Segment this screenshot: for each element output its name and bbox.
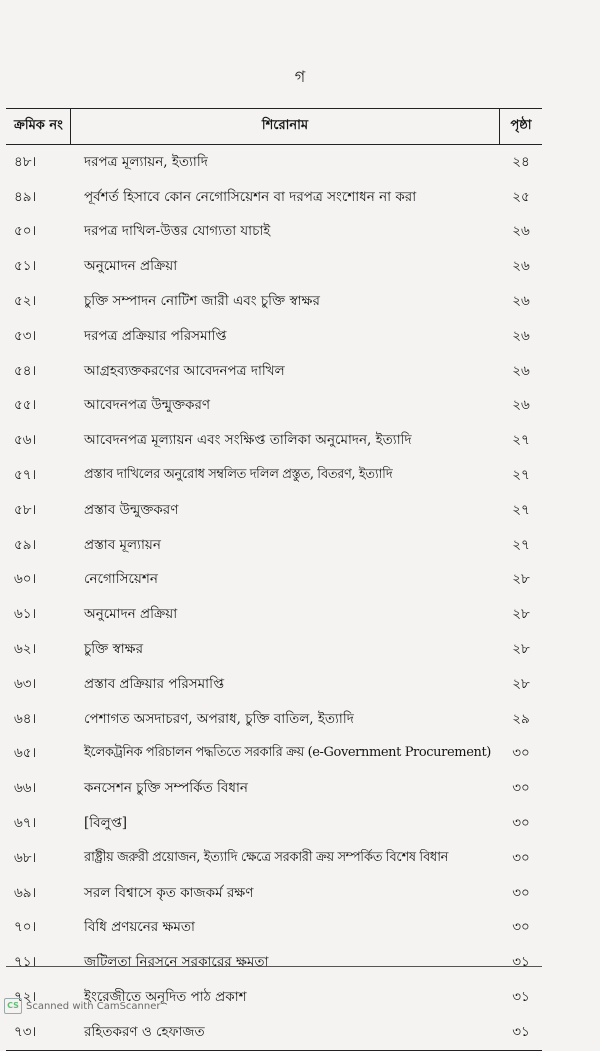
table-row	[6, 911, 542, 946]
row-title: চুক্তি স্বাক্ষর	[84, 641, 144, 658]
row-page: ২৬	[512, 397, 530, 414]
row-serial: ৬০।	[14, 571, 37, 588]
scanner-watermark	[4, 998, 161, 1014]
row-page: ২৬	[512, 362, 530, 379]
row-title: আবেদনপত্র মূল্যায়ন এবং সংক্ষিপ্ত তালিকা অনুমোদন, ইত্যাদি	[84, 432, 412, 449]
row-title: নেগোসিয়েশন	[84, 571, 158, 588]
row-serial: ৬৫।	[14, 745, 37, 762]
row-serial: ৬৮।	[14, 849, 37, 866]
row-serial: ৬৪।	[14, 710, 37, 727]
table-row	[6, 215, 542, 250]
table-row	[6, 284, 542, 319]
row-serial: ৬১।	[14, 606, 37, 623]
row-serial: ৭৩।	[14, 1023, 37, 1040]
row-serial: ৫১।	[14, 258, 37, 275]
table-row	[6, 632, 542, 667]
row-title: অনুমোদন প্রক্রিয়া	[84, 606, 178, 623]
table-row	[6, 702, 542, 737]
row-serial: ৫৯।	[14, 536, 37, 553]
row-title: দরপত্র মূল্যায়ন, ইত্যাদি	[84, 153, 208, 170]
row-title: আগ্রহব্যক্তকরণের আবেদনপত্র দাখিল	[84, 362, 285, 379]
header-serial: ক্রমিক নং	[14, 118, 63, 133]
row-serial: ৬২।	[14, 641, 37, 658]
row-title: অনুমোদন প্রক্রিয়া	[84, 258, 178, 275]
row-title: জটিলতা নিরসনে সরকারের ক্ষমতা	[84, 954, 269, 971]
bottom-rule	[6, 966, 542, 967]
header-page: পৃষ্ঠা	[510, 118, 532, 133]
table-body	[6, 145, 542, 1050]
row-serial: ৭০।	[14, 919, 37, 936]
header-title: শিরোনাম	[70, 109, 500, 144]
row-page: ২৮	[512, 641, 530, 658]
row-serial: ৫৪।	[14, 362, 37, 379]
row-title: রাষ্ট্রীয় জরুরী প্রয়োজন, ইত্যাদি ক্ষেত্রে সরকারী ক্রয় সম্পর্কিত বিশেষ বিধান	[84, 849, 448, 865]
row-serial: ৬৩।	[14, 675, 37, 692]
row-page: ২৭	[512, 467, 530, 484]
row-page: ২৪	[512, 153, 530, 170]
row-page: ২৬	[512, 293, 530, 310]
row-serial: ৪৮।	[14, 153, 37, 170]
table-row	[6, 876, 542, 911]
page-number: গ	[294, 67, 306, 86]
row-title: প্রস্তাব মূল্যায়ন	[84, 536, 161, 553]
row-page: ২৮	[512, 675, 530, 692]
row-serial: ৫৭।	[14, 467, 37, 484]
table-row	[6, 528, 542, 563]
table-row	[6, 389, 542, 424]
table-row	[6, 563, 542, 598]
row-title: বিধি প্রণয়নের ক্ষমতা	[84, 919, 195, 936]
table-row	[6, 771, 542, 806]
row-title: আবেদনপত্র উন্মুক্তকরণ	[84, 397, 211, 414]
table-header	[6, 109, 542, 145]
row-serial: ৫২।	[14, 293, 37, 310]
row-title: সরল বিশ্বাসে কৃত কাজকর্ম রক্ষণ	[84, 884, 254, 901]
table-row	[6, 597, 542, 632]
table-row	[6, 458, 542, 493]
row-serial: ৬৯।	[14, 884, 37, 901]
row-serial: ৪৯।	[14, 188, 37, 205]
row-title: পূর্বশর্ত হিসাবে কোন নেগোসিয়েশন বা দরপত্র সংশোধন না করা	[84, 188, 417, 205]
row-page: ৩১	[512, 989, 530, 1006]
table-row	[6, 145, 542, 180]
row-page: ২৬	[512, 258, 530, 275]
row-serial: ৫৫।	[14, 397, 37, 414]
row-page: ২৭	[512, 432, 530, 449]
table-row	[6, 806, 542, 841]
row-title: [বিলুপ্ত]	[84, 815, 128, 832]
row-serial: ৫৬।	[14, 432, 37, 449]
row-page: ২৯	[512, 710, 530, 727]
row-title: প্রস্তাব উন্মুক্তকরণ	[84, 501, 179, 518]
row-page: ৩০	[512, 849, 530, 866]
row-serial: ৫৩।	[14, 327, 37, 344]
row-page: ২৮	[512, 571, 530, 588]
row-page: ৩০	[512, 919, 530, 936]
camscanner-logo-icon: CS	[4, 998, 22, 1014]
row-title: রহিতকরণ ও হেফাজত	[84, 1023, 205, 1040]
row-page: ২৬	[512, 327, 530, 344]
table-row	[6, 354, 542, 389]
table-row	[6, 319, 542, 354]
table-row	[6, 737, 542, 772]
row-title: পেশাগত অসদাচরণ, অপরাধ, চুক্তি বাতিল, ইত্যাদি	[84, 710, 354, 727]
row-page: ২৭	[512, 501, 530, 518]
row-page: ৩০	[512, 884, 530, 901]
table-row	[6, 841, 542, 876]
row-page: ৩০	[512, 815, 530, 832]
row-title: প্রস্তাব প্রক্রিয়ার পরিসমাপ্তি	[84, 675, 225, 692]
row-page: ৩১	[512, 954, 530, 971]
row-serial: ৬৬।	[14, 780, 37, 797]
row-page: ২৮	[512, 606, 530, 623]
row-page: ৩১	[512, 1023, 530, 1040]
row-page: ৩০	[512, 745, 530, 762]
row-page: ৩০	[512, 780, 530, 797]
row-serial: ৭২।	[14, 989, 37, 1006]
row-page: ২৬	[512, 223, 530, 240]
row-title: কনসেশন চুক্তি সম্পর্কিত বিধান	[84, 780, 248, 797]
row-serial: ৫০।	[14, 223, 37, 240]
table-row	[6, 423, 542, 458]
table-row	[6, 945, 542, 980]
row-title: প্রস্তাব দাখিলের অনুরোধ সম্বলিত দলিল প্রস্তুত, বিতরণ, ইত্যাদি	[84, 467, 393, 483]
row-title: ইংরেজীতে অনূদিত পাঠ প্রকাশ	[84, 989, 247, 1006]
watermark-text: Scanned with CamScanner	[26, 1000, 161, 1012]
table-row	[6, 1015, 542, 1050]
row-serial: ৫৮।	[14, 501, 37, 518]
table-row	[6, 667, 542, 702]
row-title: চুক্তি সম্পাদন নোটিশ জারী এবং চুক্তি স্বাক্ষর	[84, 293, 320, 310]
row-serial: ৬৭।	[14, 815, 37, 832]
row-page: ২৭	[512, 536, 530, 553]
row-serial: ৭১।	[14, 954, 37, 971]
contents-table	[6, 108, 542, 1051]
row-title: দরপত্র প্রক্রিয়ার পরিসমাপ্তি	[84, 327, 227, 344]
table-row	[6, 493, 542, 528]
row-title: দরপত্র দাখিল-উত্তর যোগ্যতা যাচাই	[84, 223, 271, 240]
table-row	[6, 180, 542, 215]
table-row	[6, 249, 542, 284]
row-title: ইলেকট্রনিক পরিচালন পদ্ধতিতে সরকারি ক্রয় (e-Government Procurement)	[84, 745, 491, 761]
row-page: ২৫	[512, 188, 530, 205]
